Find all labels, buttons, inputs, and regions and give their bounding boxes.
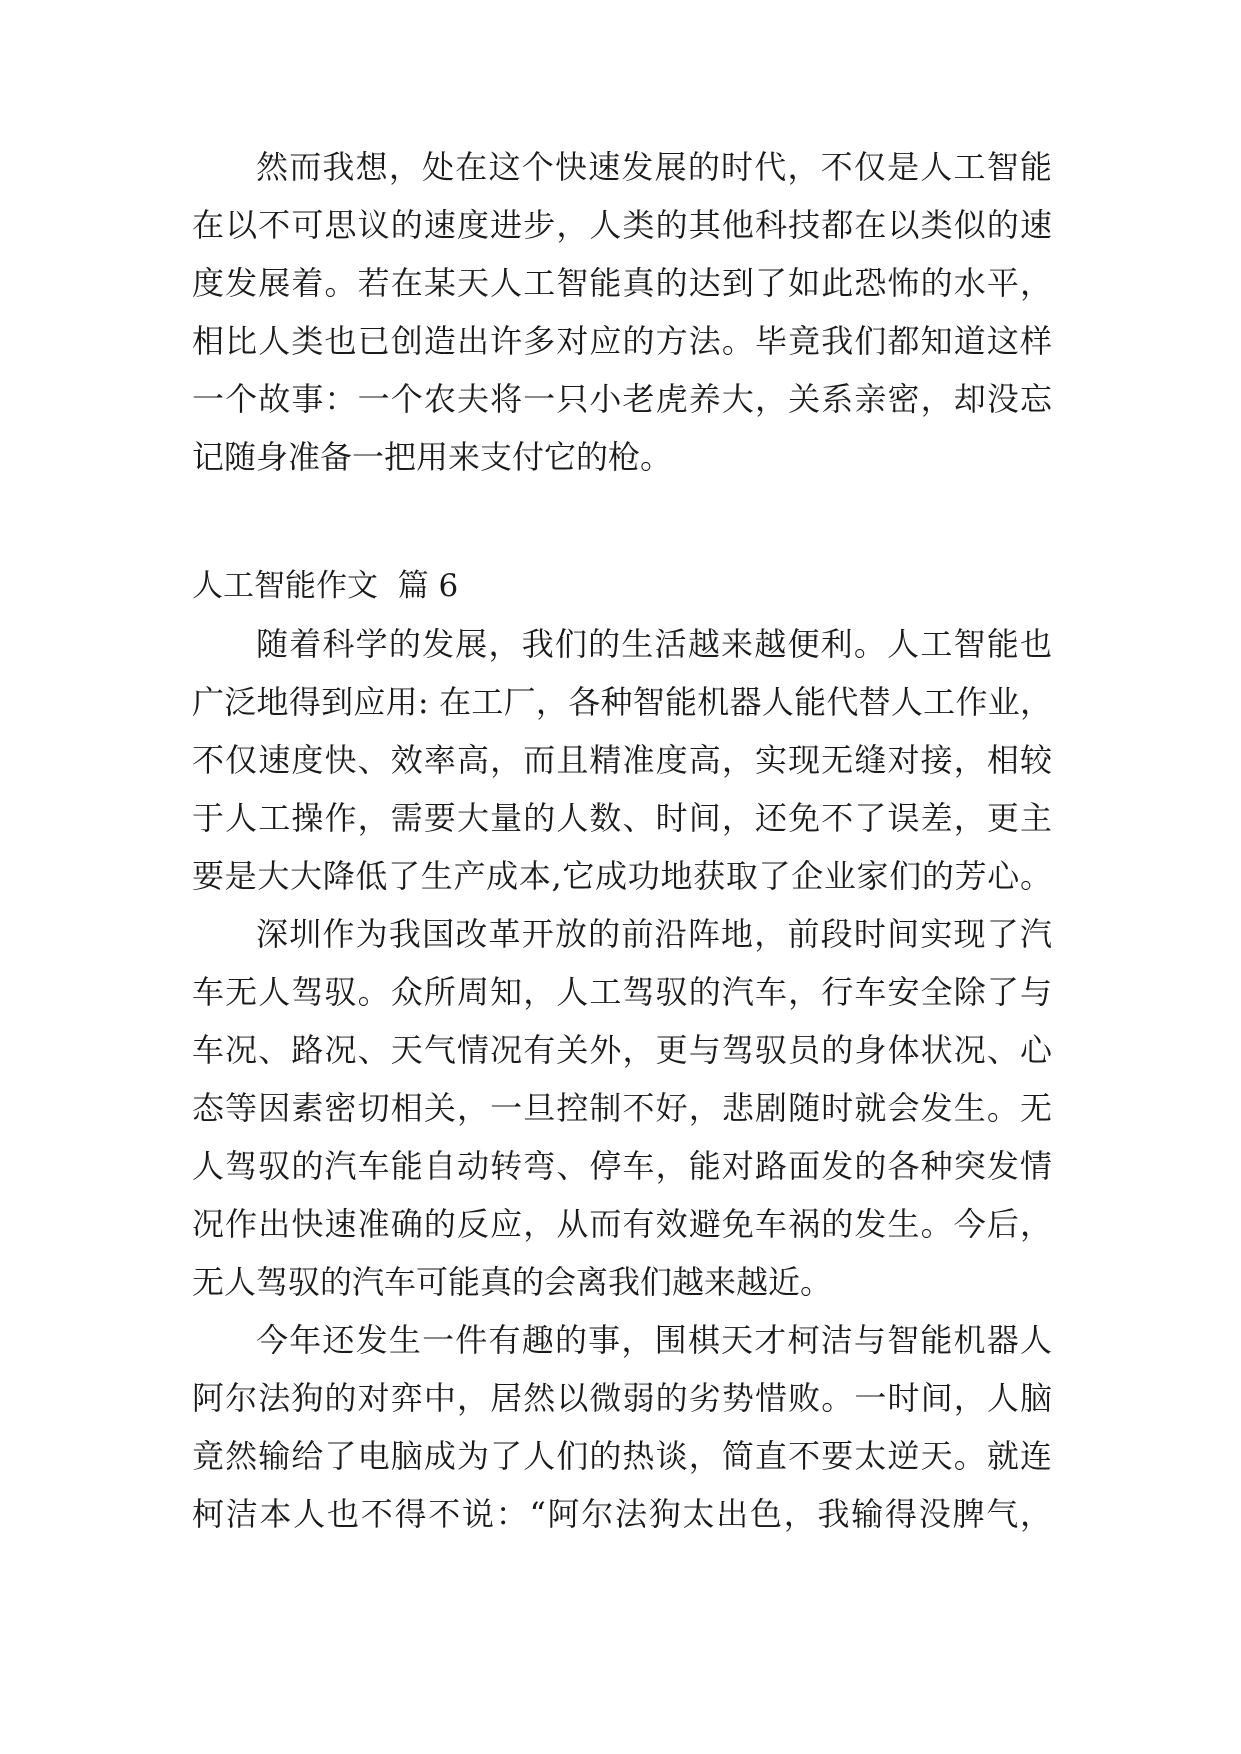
paragraph-line: 要是大大降低了生产成本,它成功地获取了企业家们的芳心。 [192, 857, 1052, 895]
paragraph-line: 然而我想，处在这个快速发展的时代，不仅是人工智能 [256, 148, 1052, 186]
paragraph-line: 相比人类也已创造出许多对应的方法。毕竟我们都知道这样 [192, 322, 1052, 360]
paragraph-line: 车况、路况、天气情况有关外，更与驾驭员的身体状况、心 [192, 1031, 1052, 1069]
paragraph-line: 记随身准备一把用来支付它的枪。 [192, 438, 673, 476]
paragraph-line: 一个故事：一个农夫将一只小老虎养大，关系亲密，却没忘 [192, 380, 1052, 418]
paragraph-line: 无人驾驭的汽车可能真的会离我们越来越近。 [192, 1263, 833, 1301]
paragraph-line: 于人工操作，需要大量的人数、时间，还免不了误差，更主 [192, 799, 1052, 837]
paragraph-line: 人驾驭的汽车能自动转弯、停车，能对路面发的各种突发情 [192, 1147, 1052, 1185]
paragraph-line: 阿尔法狗的对弈中，居然以微弱的劣势惜败。一时间，人脑 [192, 1379, 1052, 1417]
paragraph-line: 度发展着。若在某天人工智能真的达到了如此恐怖的水平， [192, 264, 1052, 302]
paragraph-line: 在以不可思议的速度进步，人类的其他科技都在以类似的速 [192, 206, 1052, 244]
paragraph-line: 今年还发生一件有趣的事，围棋天才柯洁与智能机器人 [256, 1321, 1052, 1359]
paragraph-line: 况作出快速准确的反应，从而有效避免车祸的发生。今后， [192, 1205, 1052, 1243]
paragraph-line: 竟然输给了电脑成为了人们的热谈，简直不要太逆天。就连 [192, 1437, 1052, 1475]
section-heading: 人工智能作文 篇 6 [192, 568, 459, 604]
paragraph-line: 车无人驾驭。众所周知，人工驾驭的汽车，行车安全除了与 [192, 973, 1052, 1011]
paragraph-line: 不仅速度快、效率高，而且精准度高，实现无缝对接，相较 [192, 741, 1052, 779]
paragraph-line: 深圳作为我国改革开放的前沿阵地，前段时间实现了汽 [256, 915, 1052, 953]
paragraph-line: 广泛地得到应用: 在工厂，各种智能机器人能代替人工作业， [192, 683, 1052, 721]
paragraph-line: 柯洁本人也不得不说：“阿尔法狗太出色，我输得没脾气， [192, 1495, 1052, 1533]
paragraph-line: 态等因素密切相关，一旦控制不好，悲剧随时就会发生。无 [192, 1089, 1052, 1127]
paragraph-line: 随着科学的发展，我们的生活越来越便利。人工智能也 [256, 625, 1052, 663]
